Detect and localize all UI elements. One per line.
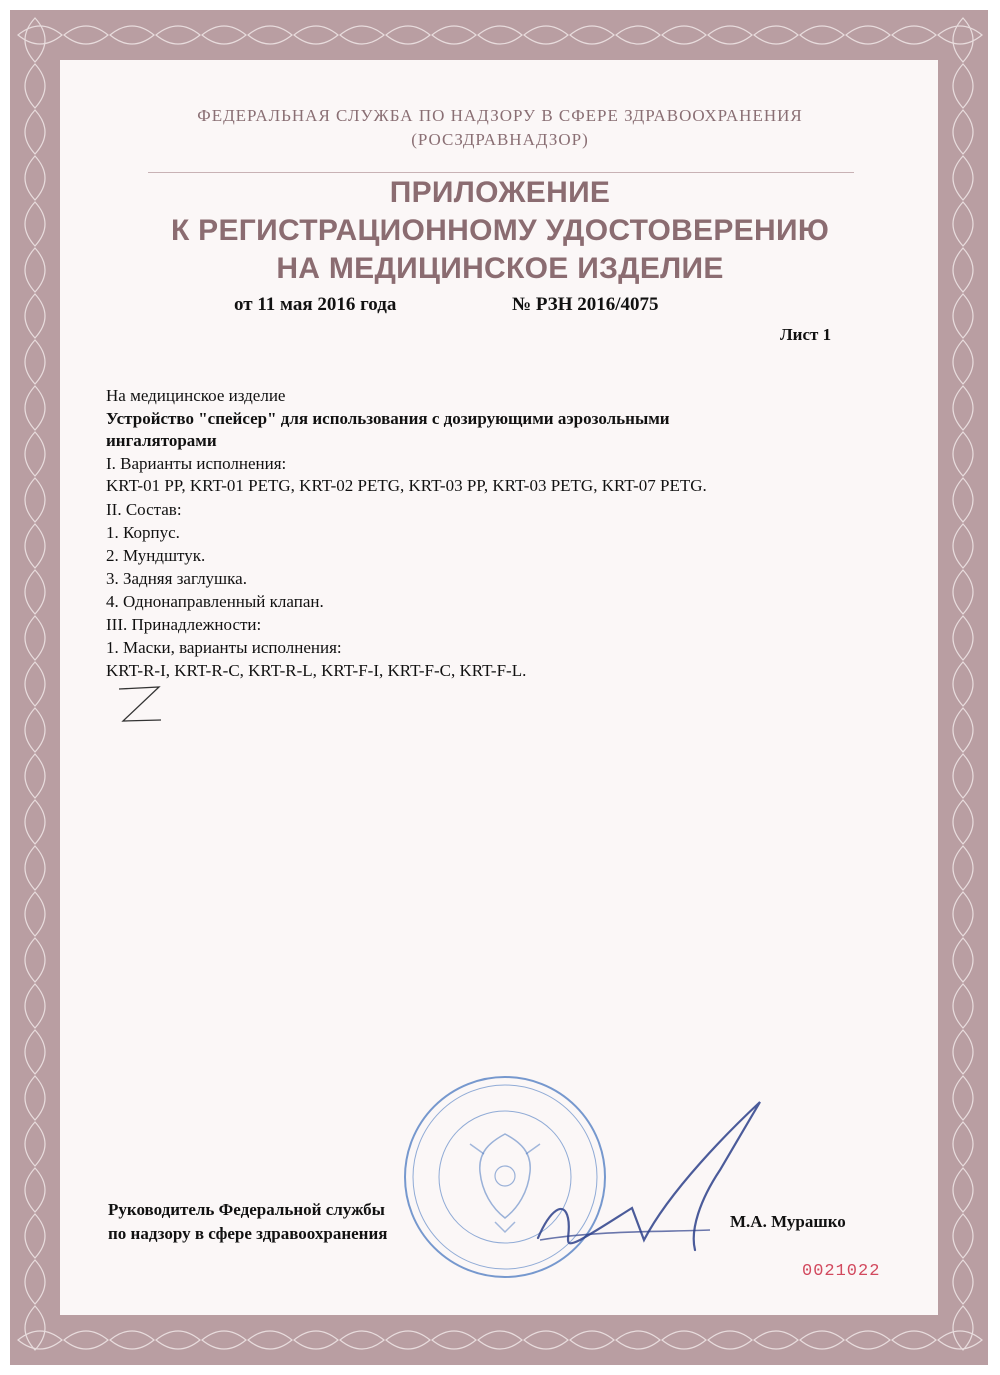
composition-item: 3. Задняя заглушка. (106, 569, 247, 588)
issue-date: от 11 мая 2016 года (234, 294, 397, 315)
intro-text: На медицинское изделие (106, 386, 286, 405)
serial-number: 0021022 (802, 1262, 881, 1281)
document-title-line1: ПРИЛОЖЕНИЕ (389, 176, 611, 209)
composition-item: 4. Однонаправленный клапан. (106, 592, 324, 611)
section-accessories: III. Принадлежности: (106, 615, 262, 634)
document-title-line2: К РЕГИСТРАЦИОННОМУ УДОСТОВЕРЕНИЮ (170, 214, 830, 247)
agency-name: ФЕДЕРАЛЬНАЯ СЛУЖБА ПО НАДЗОРУ В СФЕРЕ ЗДРАВООХРАНЕНИЯ (197, 106, 803, 125)
signatory-name: М.А. Мурашко (730, 1212, 846, 1231)
device-name-line1: Устройство "спейсер" для использования с дозирующими аэрозольными (106, 409, 670, 428)
variants-list: KRT-01 PP, KRT-01 PETG, KRT-02 PETG, KRT-03 PP, KRT-03 PETG, KRT-07 PETG. (106, 476, 707, 495)
z-closing-mark (115, 685, 165, 725)
composition-item: 2. Мундштук. (106, 546, 206, 565)
section-composition: II. Состав: (106, 500, 182, 519)
handwritten-signature (520, 1090, 800, 1260)
device-name-line2: ингаляторами (106, 431, 217, 450)
composition-item: 1. Корпус. (106, 523, 180, 542)
accessory-item: 1. Маски, варианты исполнения: (106, 638, 342, 657)
signatory-position-line1: Руководитель Федеральной службы (108, 1200, 385, 1219)
header-divider (148, 172, 854, 173)
masks-list: KRT-R-I, KRT-R-C, KRT-R-L, KRT-F-I, KRT-F-C, KRT-F-L. (106, 661, 527, 680)
signatory-position-line2: по надзору в сфере здравоохранения (108, 1224, 388, 1243)
section-variants: I. Варианты исполнения: (106, 454, 287, 473)
sheet-number: Лист 1 (780, 325, 832, 344)
registration-number: № РЗН 2016/4075 (512, 294, 659, 315)
document-title-line3: НА МЕДИЦИНСКОЕ ИЗДЕЛИЕ (276, 252, 724, 285)
agency-abbreviation: (РОСЗДРАВНАДЗОР) (411, 130, 589, 149)
